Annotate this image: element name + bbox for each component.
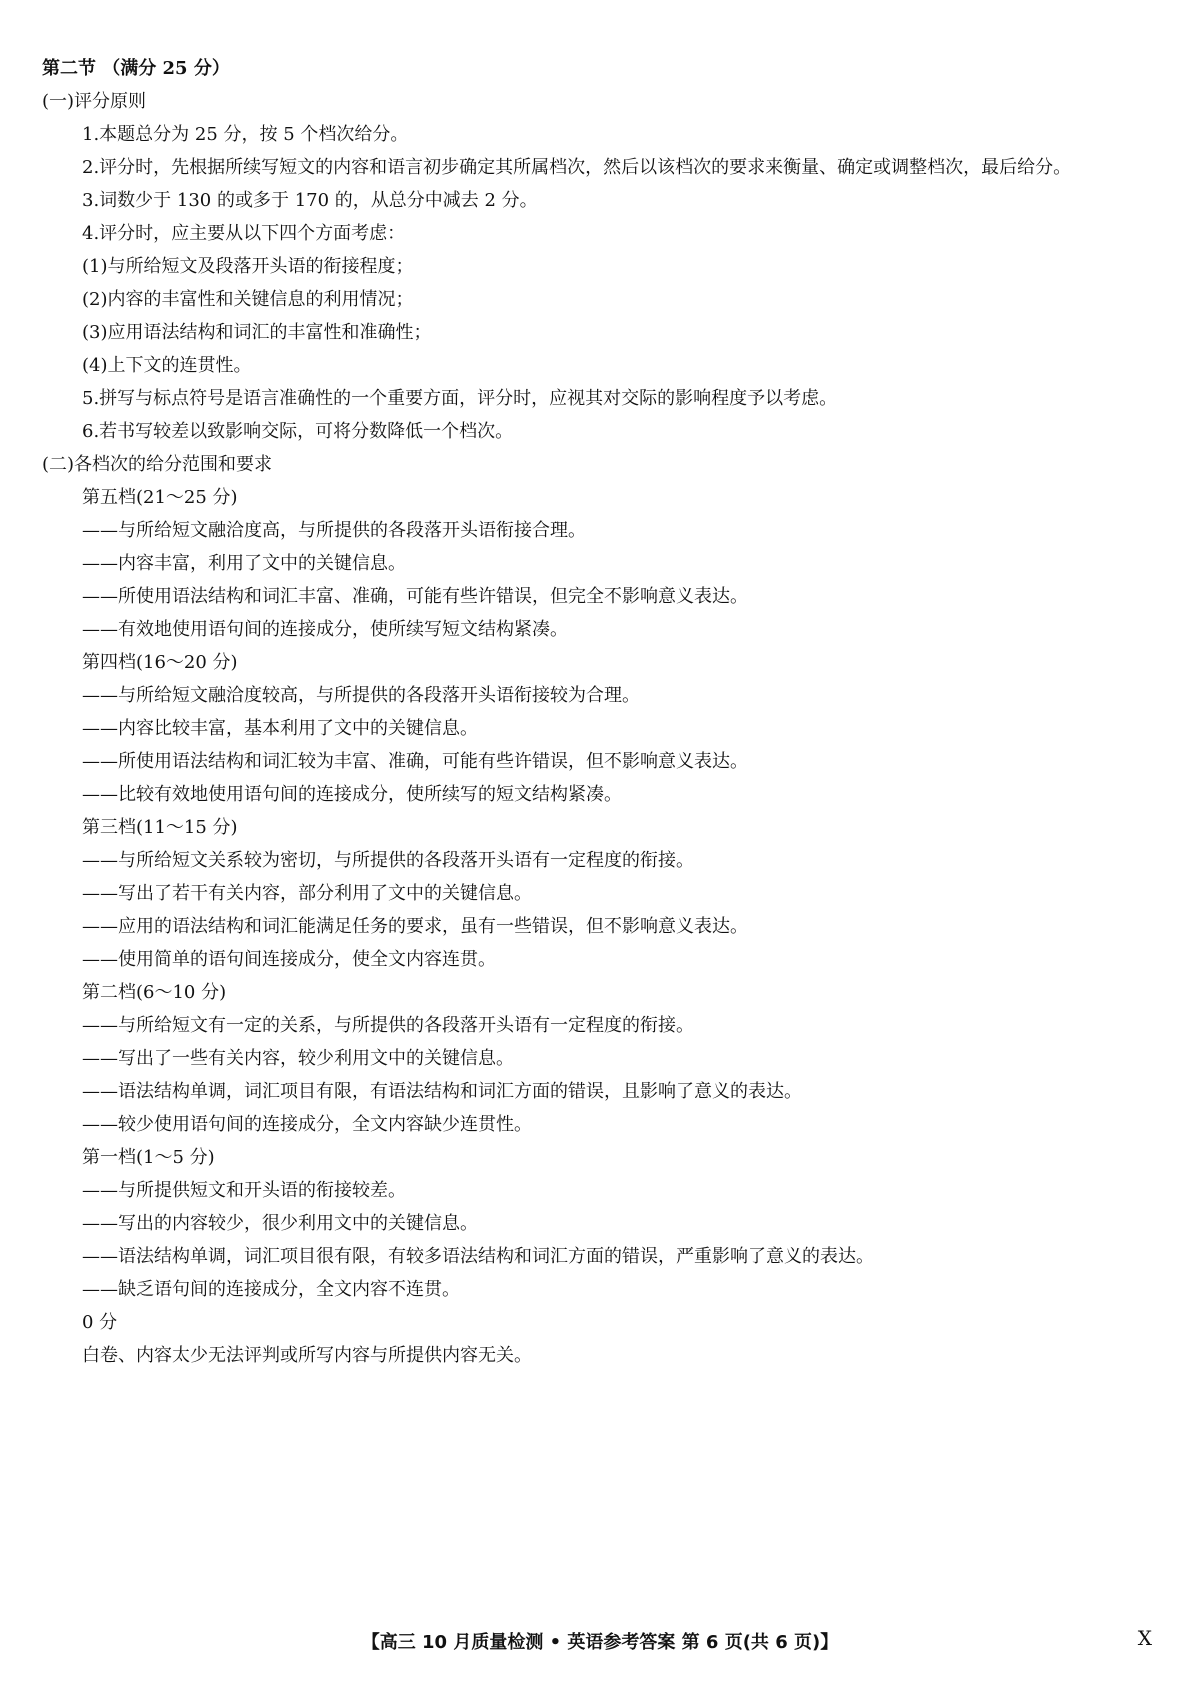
level-item: ——与所给短文有一定的关系，与所提供的各段落开头语有一定程度的衔接。 <box>82 1015 694 1036</box>
footer-mark: X <box>1137 1626 1152 1650</box>
zero-level-text: 白卷、内容太少无法评判或所写内容与所提供内容无关。 <box>82 1345 532 1366</box>
level-title: 第二档(6～10 分) <box>82 982 227 1003</box>
level-item: ——与所给短文融洽度较高，与所提供的各段落开头语衔接较为合理。 <box>82 685 640 706</box>
level-item: ——写出了一些有关内容，较少利用文中的关键信息。 <box>82 1048 514 1069</box>
level-item: ——使用简单的语句间连接成分，使全文内容连贯。 <box>82 949 496 970</box>
level-title: 第五档(21～25 分) <box>82 487 238 508</box>
level-item: ——比较有效地使用语句间的连接成分，使所续写的短文结构紧凑。 <box>82 784 622 805</box>
level-item: ——有效地使用语句间的连接成分，使所续写短文结构紧凑。 <box>82 619 568 640</box>
level-item: ——写出了若干有关内容，部分利用了文中的关键信息。 <box>82 883 532 904</box>
level-item: ——较少使用语句间的连接成分，全文内容缺少连贯性。 <box>82 1114 532 1135</box>
rule-item: 6.若书写较差以致影响交际，可将分数降低一个档次。 <box>82 421 514 442</box>
rule-subitem: (1)与所给短文及段落开头语的衔接程度； <box>82 256 414 277</box>
rule-item: 1.本题总分为 25 分，按 5 个档次给分。 <box>82 124 409 145</box>
level-item: ——所使用语法结构和词汇较为丰富、准确，可能有些许错误，但不影响意义表达。 <box>82 751 748 772</box>
section-title: 第二节 （满分 25 分） <box>42 58 230 79</box>
level-title: 第三档(11～15 分) <box>82 817 238 838</box>
level-item: ——应用的语法结构和词汇能满足任务的要求，虽有一些错误，但不影响意义表达。 <box>82 916 748 937</box>
level-item: ——所使用语法结构和词汇丰富、准确，可能有些许错误，但完全不影响意义表达。 <box>82 586 748 607</box>
level-item: ——与所给短文关系较为密切，与所提供的各段落开头语有一定程度的衔接。 <box>82 850 694 871</box>
part1-title: (一)评分原则 <box>42 91 147 112</box>
page-footer: 【高三 10 月质量检测 • 英语参考答案 第 6 页(共 6 页)】 <box>361 1632 839 1653</box>
level-title: 第四档(16～20 分) <box>82 652 238 673</box>
level-item: ——与所给短文融洽度高，与所提供的各段落开头语衔接合理。 <box>82 520 586 541</box>
level-item: ——内容比较丰富，基本利用了文中的关键信息。 <box>82 718 478 739</box>
level-item: ——缺乏语句间的连接成分，全文内容不连贯。 <box>82 1279 460 1300</box>
level-item: ——语法结构单调，词汇项目有限，有语法结构和词汇方面的错误，且影响了意义的表达。 <box>82 1081 802 1102</box>
rule-item: 2.评分时，先根据所续写短文的内容和语言初步确定其所属档次，然后以该档次的要求来衡量、确定或调整档次，最后给分。 <box>82 157 1072 178</box>
rule-subitem: (4)上下文的连贯性。 <box>82 355 252 376</box>
rule-item: 3.词数少于 130 的或多于 170 的，从总分中减去 2 分。 <box>82 190 538 211</box>
zero-level-title: 0 分 <box>82 1312 118 1333</box>
rule-subitem: (2)内容的丰富性和关键信息的利用情况； <box>82 289 414 310</box>
level-item: ——语法结构单调，词汇项目很有限，有较多语法结构和词汇方面的错误，严重影响了意义的表达。 <box>82 1246 874 1267</box>
rule-subitem: (3)应用语法结构和词汇的丰富性和准确性； <box>82 322 432 343</box>
level-item: ——与所提供短文和开头语的衔接较差。 <box>82 1180 406 1201</box>
rule-item: 5.拼写与标点符号是语言准确性的一个重要方面，评分时，应视其对交际的影响程度予以考虑。 <box>82 388 838 409</box>
level-item: ——写出的内容较少，很少利用文中的关键信息。 <box>82 1213 478 1234</box>
level-item: ——内容丰富，利用了文中的关键信息。 <box>82 553 406 574</box>
level-title: 第一档(1～5 分) <box>82 1147 215 1168</box>
rule-item: 4.评分时，应主要从以下四个方面考虑： <box>82 223 406 244</box>
document-body <box>42 52 1152 1372</box>
part2-title: (二)各档次的给分范围和要求 <box>42 454 273 475</box>
